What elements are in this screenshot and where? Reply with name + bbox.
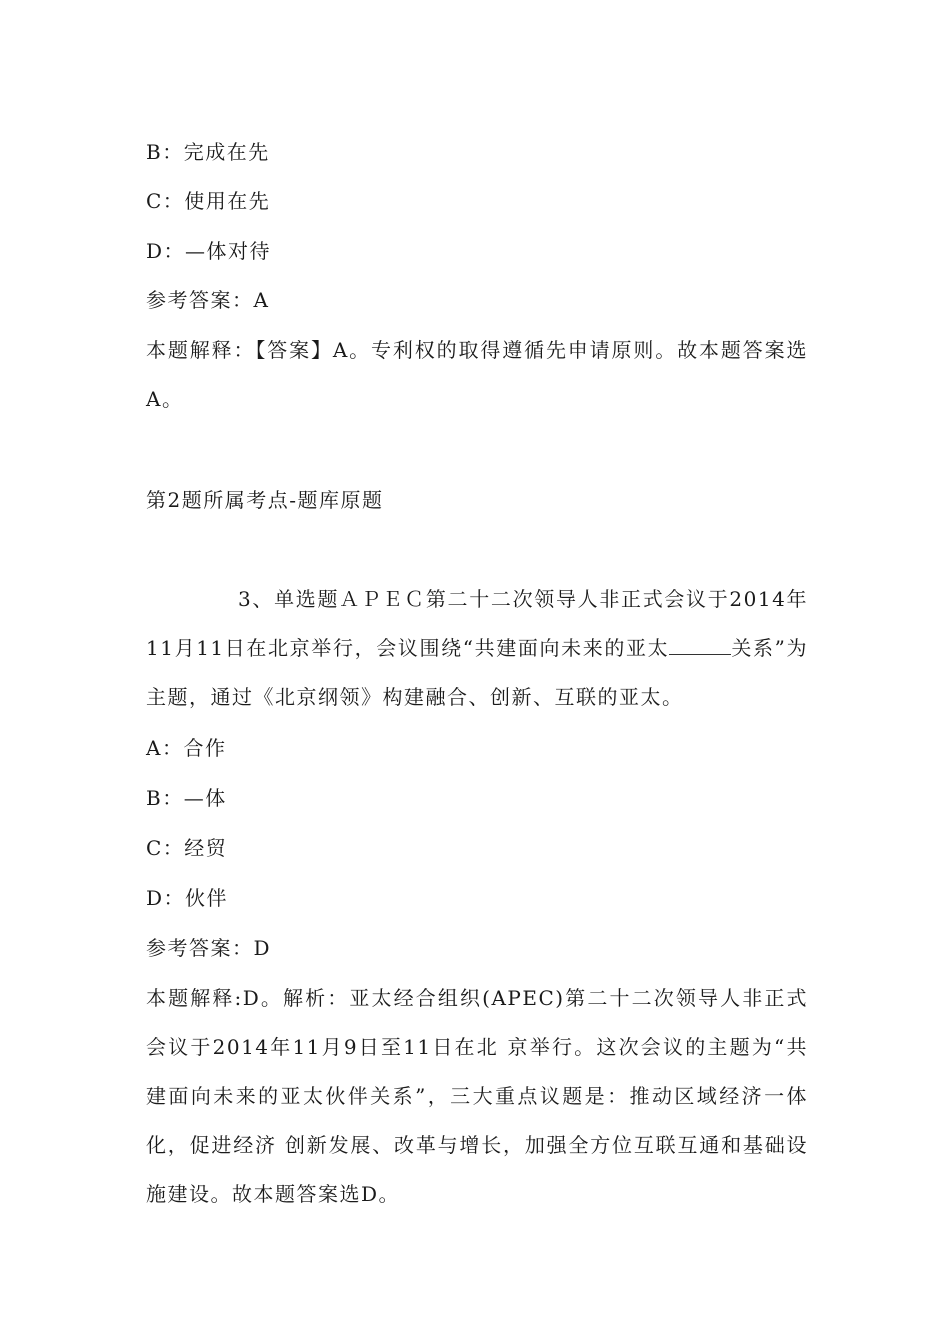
q1-option-d: D：—体对待 bbox=[146, 239, 272, 263]
q2-topic: 第2题所属考点-题库原题 bbox=[146, 488, 384, 512]
q3-explanation: 本题解释:D。解析：亚太经合组织(APEC)第二十二次领导人非正式会议于2014年11月9日至11日在北 京举行。这次会议的主题为“共建面向未来的亚太伙伴关系”，三大重点议题是：推动区域经济一体化，促进经济 创新发展、改革与增长，加强全方位互联互通和基础设施建设。故本题答案选D。 bbox=[146, 986, 808, 1206]
q3-answer: 参考答案：D bbox=[146, 936, 272, 960]
q3-answer-blank bbox=[669, 636, 731, 655]
q3-stem-part2: 关系”为主题，通过《北京纲领》构建融合、创新、互联的亚太。 bbox=[146, 636, 808, 709]
q1-answer: 参考答案：A bbox=[146, 288, 270, 312]
q3-option-c: C：经贸 bbox=[146, 836, 228, 860]
q3-option-a: A：合作 bbox=[146, 736, 227, 760]
q3-option-d: D：伙伴 bbox=[146, 886, 229, 910]
q3-option-b: B：—体 bbox=[146, 786, 227, 810]
q3-stem bbox=[146, 575, 808, 722]
q3-stem-part1: 3、单选题ＡＰＥＣ第二十二次领导人非正式会议于2014年11月11日在北京举行，会议围绕“共建面向未来的亚太 bbox=[146, 587, 808, 660]
q1-option-c: C：使用在先 bbox=[146, 189, 271, 213]
q1-explanation: 本题解释：【答案】A。专利权的取得遵循先申请原则。故本题答案选A。 bbox=[146, 338, 808, 411]
q1-option-b: B：完成在先 bbox=[146, 140, 270, 164]
